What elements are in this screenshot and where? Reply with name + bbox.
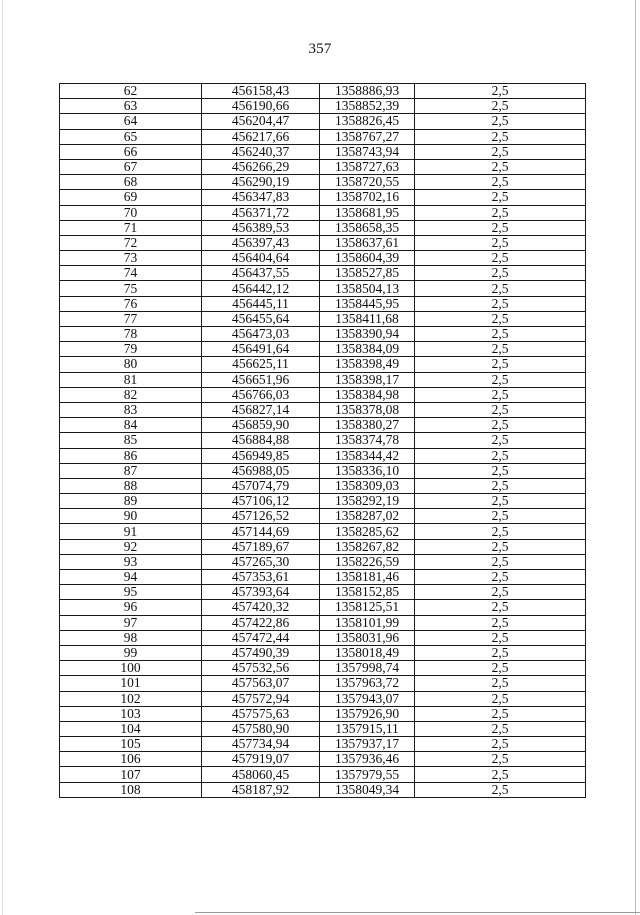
y-coordinate-cell: 1357936,46 [320, 752, 415, 767]
x-coordinate-cell: 456455,64 [202, 311, 320, 326]
point-number-cell: 94 [60, 570, 202, 585]
value-cell: 2,5 [415, 737, 586, 752]
value-cell: 2,5 [415, 129, 586, 144]
value-cell: 2,5 [415, 585, 586, 600]
x-coordinate-cell: 456884,88 [202, 433, 320, 448]
point-number-cell: 72 [60, 235, 202, 250]
point-number-cell: 93 [60, 554, 202, 569]
value-cell: 2,5 [415, 494, 586, 509]
table-row [60, 706, 586, 721]
table-row [60, 266, 586, 281]
value-cell: 2,5 [415, 114, 586, 129]
value-cell: 2,5 [415, 144, 586, 159]
y-coordinate-cell: 1358658,35 [320, 220, 415, 235]
table-row [60, 463, 586, 478]
table-row [60, 478, 586, 493]
y-coordinate-cell: 1358101,99 [320, 615, 415, 630]
point-number-cell: 66 [60, 144, 202, 159]
y-coordinate-cell: 1358504,13 [320, 281, 415, 296]
point-number-cell: 67 [60, 159, 202, 174]
x-coordinate-cell: 456859,90 [202, 418, 320, 433]
x-coordinate-cell: 457393,64 [202, 585, 320, 600]
table-row [60, 281, 586, 296]
y-coordinate-cell: 1358527,85 [320, 266, 415, 281]
y-coordinate-cell: 1358681,95 [320, 205, 415, 220]
x-coordinate-cell: 458187,92 [202, 782, 320, 797]
point-number-cell: 89 [60, 494, 202, 509]
point-number-cell: 92 [60, 539, 202, 554]
x-coordinate-cell: 457572,94 [202, 691, 320, 706]
point-number-cell: 103 [60, 706, 202, 721]
table-row [60, 296, 586, 311]
point-number-cell: 97 [60, 615, 202, 630]
value-cell: 2,5 [415, 159, 586, 174]
point-number-cell: 82 [60, 387, 202, 402]
point-number-cell: 81 [60, 372, 202, 387]
table-row [60, 767, 586, 782]
x-coordinate-cell: 456158,43 [202, 84, 320, 99]
table-row [60, 539, 586, 554]
x-coordinate-cell: 457144,69 [202, 524, 320, 539]
y-coordinate-cell: 1358181,46 [320, 570, 415, 585]
point-number-cell: 95 [60, 585, 202, 600]
scan-edge-right [635, 0, 636, 915]
y-coordinate-cell: 1357926,90 [320, 706, 415, 721]
point-number-cell: 63 [60, 99, 202, 114]
table-row [60, 691, 586, 706]
scan-edge-left [2, 0, 3, 915]
table-row [60, 782, 586, 797]
x-coordinate-cell: 456988,05 [202, 463, 320, 478]
y-coordinate-cell: 1358031,96 [320, 630, 415, 645]
point-number-cell: 102 [60, 691, 202, 706]
point-number-cell: 70 [60, 205, 202, 220]
value-cell: 2,5 [415, 691, 586, 706]
x-coordinate-cell: 456442,12 [202, 281, 320, 296]
y-coordinate-cell: 1358604,39 [320, 251, 415, 266]
x-coordinate-cell: 456240,37 [202, 144, 320, 159]
value-cell: 2,5 [415, 478, 586, 493]
value-cell: 2,5 [415, 630, 586, 645]
value-cell: 2,5 [415, 296, 586, 311]
x-coordinate-cell: 457189,67 [202, 539, 320, 554]
value-cell: 2,5 [415, 600, 586, 615]
point-number-cell: 65 [60, 129, 202, 144]
y-coordinate-cell: 1358743,94 [320, 144, 415, 159]
value-cell: 2,5 [415, 372, 586, 387]
point-number-cell: 64 [60, 114, 202, 129]
x-coordinate-cell: 456389,53 [202, 220, 320, 235]
point-number-cell: 86 [60, 448, 202, 463]
value-cell: 2,5 [415, 706, 586, 721]
point-number-cell: 75 [60, 281, 202, 296]
x-coordinate-cell: 456651,96 [202, 372, 320, 387]
value-cell: 2,5 [415, 752, 586, 767]
point-number-cell: 87 [60, 463, 202, 478]
value-cell: 2,5 [415, 782, 586, 797]
value-cell: 2,5 [415, 463, 586, 478]
table-row [60, 645, 586, 660]
table-row [60, 402, 586, 417]
y-coordinate-cell: 1358380,27 [320, 418, 415, 433]
value-cell: 2,5 [415, 327, 586, 342]
y-coordinate-cell: 1358018,49 [320, 645, 415, 660]
x-coordinate-cell: 456347,83 [202, 190, 320, 205]
x-coordinate-cell: 457532,56 [202, 661, 320, 676]
y-coordinate-cell: 1358384,98 [320, 387, 415, 402]
point-number-cell: 76 [60, 296, 202, 311]
table-row [60, 509, 586, 524]
x-coordinate-cell: 457563,07 [202, 676, 320, 691]
point-number-cell: 88 [60, 478, 202, 493]
table-row [60, 676, 586, 691]
point-number-cell: 77 [60, 311, 202, 326]
value-cell: 2,5 [415, 251, 586, 266]
table-row [60, 630, 586, 645]
y-coordinate-cell: 1358398,17 [320, 372, 415, 387]
point-number-cell: 68 [60, 175, 202, 190]
table-row [60, 190, 586, 205]
value-cell: 2,5 [415, 767, 586, 782]
value-cell: 2,5 [415, 615, 586, 630]
coordinates-table-body [60, 84, 586, 798]
table-row [60, 84, 586, 99]
table-row [60, 357, 586, 372]
y-coordinate-cell: 1358886,93 [320, 84, 415, 99]
point-number-cell: 62 [60, 84, 202, 99]
table-row [60, 220, 586, 235]
x-coordinate-cell: 458060,45 [202, 767, 320, 782]
point-number-cell: 71 [60, 220, 202, 235]
x-coordinate-cell: 457919,07 [202, 752, 320, 767]
value-cell: 2,5 [415, 357, 586, 372]
y-coordinate-cell: 1358767,27 [320, 129, 415, 144]
point-number-cell: 98 [60, 630, 202, 645]
y-coordinate-cell: 1358152,85 [320, 585, 415, 600]
value-cell: 2,5 [415, 99, 586, 114]
value-cell: 2,5 [415, 676, 586, 691]
value-cell: 2,5 [415, 387, 586, 402]
table-row [60, 311, 586, 326]
x-coordinate-cell: 456625,11 [202, 357, 320, 372]
y-coordinate-cell: 1358267,82 [320, 539, 415, 554]
value-cell: 2,5 [415, 235, 586, 250]
y-coordinate-cell: 1358727,63 [320, 159, 415, 174]
value-cell: 2,5 [415, 402, 586, 417]
table-row [60, 235, 586, 250]
y-coordinate-cell: 1358378,08 [320, 402, 415, 417]
table-row [60, 129, 586, 144]
point-number-cell: 99 [60, 645, 202, 660]
value-cell: 2,5 [415, 175, 586, 190]
y-coordinate-cell: 1358826,45 [320, 114, 415, 129]
x-coordinate-cell: 456827,14 [202, 402, 320, 417]
y-coordinate-cell: 1358292,19 [320, 494, 415, 509]
y-coordinate-cell: 1358445,95 [320, 296, 415, 311]
y-coordinate-cell: 1358411,68 [320, 311, 415, 326]
point-number-cell: 108 [60, 782, 202, 797]
y-coordinate-cell: 1358336,10 [320, 463, 415, 478]
table-row [60, 585, 586, 600]
y-coordinate-cell: 1357937,17 [320, 737, 415, 752]
y-coordinate-cell: 1358285,62 [320, 524, 415, 539]
point-number-cell: 80 [60, 357, 202, 372]
x-coordinate-cell: 456371,72 [202, 205, 320, 220]
table-row [60, 752, 586, 767]
y-coordinate-cell: 1357943,07 [320, 691, 415, 706]
y-coordinate-cell: 1358398,49 [320, 357, 415, 372]
y-coordinate-cell: 1358344,42 [320, 448, 415, 463]
point-number-cell: 79 [60, 342, 202, 357]
y-coordinate-cell: 1358384,09 [320, 342, 415, 357]
value-cell: 2,5 [415, 721, 586, 736]
table-row [60, 175, 586, 190]
point-number-cell: 105 [60, 737, 202, 752]
table-row [60, 114, 586, 129]
y-coordinate-cell: 1358720,55 [320, 175, 415, 190]
point-number-cell: 69 [60, 190, 202, 205]
table-row [60, 372, 586, 387]
y-coordinate-cell: 1358049,34 [320, 782, 415, 797]
x-coordinate-cell: 457353,61 [202, 570, 320, 585]
value-cell: 2,5 [415, 418, 586, 433]
value-cell: 2,5 [415, 281, 586, 296]
point-number-cell: 78 [60, 327, 202, 342]
table-row [60, 387, 586, 402]
y-coordinate-cell: 1358390,94 [320, 327, 415, 342]
point-number-cell: 73 [60, 251, 202, 266]
x-coordinate-cell: 456437,55 [202, 266, 320, 281]
y-coordinate-cell: 1358852,39 [320, 99, 415, 114]
x-coordinate-cell: 456473,03 [202, 327, 320, 342]
table-row [60, 494, 586, 509]
x-coordinate-cell: 456766,03 [202, 387, 320, 402]
x-coordinate-cell: 456397,43 [202, 235, 320, 250]
value-cell: 2,5 [415, 205, 586, 220]
table-row [60, 433, 586, 448]
x-coordinate-cell: 456217,66 [202, 129, 320, 144]
x-coordinate-cell: 457126,52 [202, 509, 320, 524]
table-row [60, 570, 586, 585]
y-coordinate-cell: 1357979,55 [320, 767, 415, 782]
x-coordinate-cell: 457106,12 [202, 494, 320, 509]
point-number-cell: 90 [60, 509, 202, 524]
y-coordinate-cell: 1358226,59 [320, 554, 415, 569]
x-coordinate-cell: 457490,39 [202, 645, 320, 660]
x-coordinate-cell: 456190,66 [202, 99, 320, 114]
x-coordinate-cell: 457472,44 [202, 630, 320, 645]
x-coordinate-cell: 456266,29 [202, 159, 320, 174]
value-cell: 2,5 [415, 311, 586, 326]
x-coordinate-cell: 457580,90 [202, 721, 320, 736]
x-coordinate-cell: 456290,19 [202, 175, 320, 190]
x-coordinate-cell: 456404,64 [202, 251, 320, 266]
y-coordinate-cell: 1358637,61 [320, 235, 415, 250]
x-coordinate-cell: 457575,63 [202, 706, 320, 721]
value-cell: 2,5 [415, 84, 586, 99]
point-number-cell: 85 [60, 433, 202, 448]
point-number-cell: 106 [60, 752, 202, 767]
table-row [60, 721, 586, 736]
point-number-cell: 84 [60, 418, 202, 433]
x-coordinate-cell: 456491,64 [202, 342, 320, 357]
x-coordinate-cell: 457265,30 [202, 554, 320, 569]
value-cell: 2,5 [415, 266, 586, 281]
x-coordinate-cell: 456204,47 [202, 114, 320, 129]
point-number-cell: 100 [60, 661, 202, 676]
value-cell: 2,5 [415, 661, 586, 676]
x-coordinate-cell: 456445,11 [202, 296, 320, 311]
point-number-cell: 83 [60, 402, 202, 417]
y-coordinate-cell: 1358125,51 [320, 600, 415, 615]
table-row [60, 737, 586, 752]
table-row [60, 600, 586, 615]
coordinates-table [59, 83, 586, 798]
point-number-cell: 101 [60, 676, 202, 691]
value-cell: 2,5 [415, 448, 586, 463]
y-coordinate-cell: 1357915,11 [320, 721, 415, 736]
value-cell: 2,5 [415, 570, 586, 585]
table-row [60, 144, 586, 159]
y-coordinate-cell: 1358702,16 [320, 190, 415, 205]
point-number-cell: 107 [60, 767, 202, 782]
table-row [60, 615, 586, 630]
point-number-cell: 74 [60, 266, 202, 281]
y-coordinate-cell: 1358309,03 [320, 478, 415, 493]
value-cell: 2,5 [415, 433, 586, 448]
value-cell: 2,5 [415, 190, 586, 205]
table-row [60, 99, 586, 114]
table-row [60, 342, 586, 357]
x-coordinate-cell: 457734,94 [202, 737, 320, 752]
table-row [60, 418, 586, 433]
point-number-cell: 91 [60, 524, 202, 539]
x-coordinate-cell: 457422,86 [202, 615, 320, 630]
table-row [60, 661, 586, 676]
table-row [60, 159, 586, 174]
value-cell: 2,5 [415, 342, 586, 357]
point-number-cell: 96 [60, 600, 202, 615]
value-cell: 2,5 [415, 509, 586, 524]
y-coordinate-cell: 1357963,72 [320, 676, 415, 691]
value-cell: 2,5 [415, 220, 586, 235]
value-cell: 2,5 [415, 524, 586, 539]
x-coordinate-cell: 456949,85 [202, 448, 320, 463]
x-coordinate-cell: 457074,79 [202, 478, 320, 493]
table-row [60, 554, 586, 569]
table-row [60, 524, 586, 539]
x-coordinate-cell: 457420,32 [202, 600, 320, 615]
table-row [60, 251, 586, 266]
y-coordinate-cell: 1358374,78 [320, 433, 415, 448]
point-number-cell: 104 [60, 721, 202, 736]
table-row [60, 205, 586, 220]
y-coordinate-cell: 1357998,74 [320, 661, 415, 676]
table-row [60, 448, 586, 463]
value-cell: 2,5 [415, 539, 586, 554]
scan-edge-bottom [195, 912, 640, 913]
table-row [60, 327, 586, 342]
y-coordinate-cell: 1358287,02 [320, 509, 415, 524]
value-cell: 2,5 [415, 645, 586, 660]
page-number: 357 [308, 41, 332, 57]
value-cell: 2,5 [415, 554, 586, 569]
